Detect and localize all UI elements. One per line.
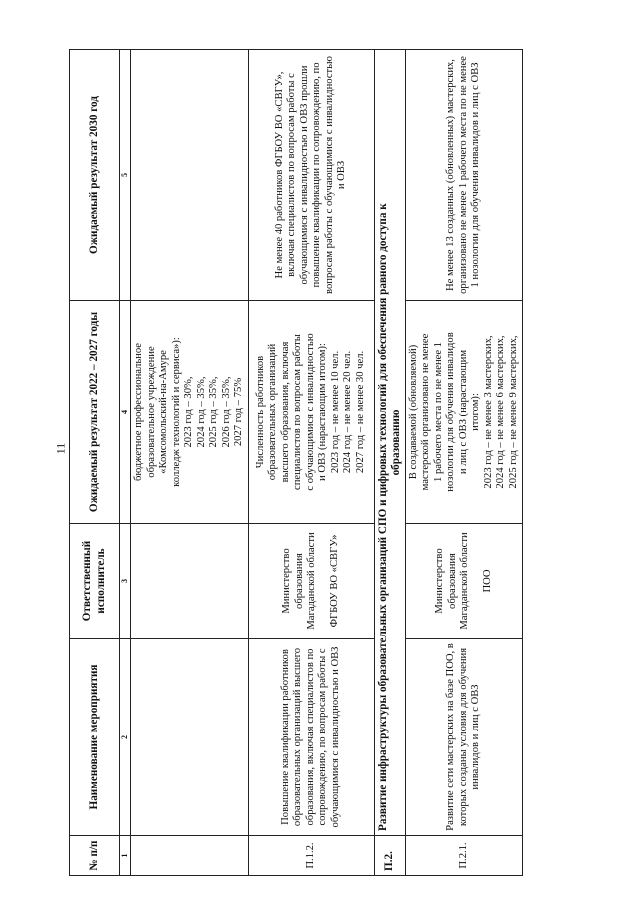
cell-result-2022-2027 [405,301,523,524]
cell-result-2022-2027 [131,301,249,524]
header-executor: Ответственный исполнитель [70,524,120,639]
header-name: Наименование мероприятия [70,639,120,836]
table-row [131,50,249,876]
cell-executor [248,524,374,639]
cell-executor [131,524,249,639]
result-line: 2025 год – 35%, [208,376,219,448]
cell-name: Развитие сети мастерских на базе ПОО, в которых созданы условия для обучения инвалидов и лиц с ОВЗ [405,639,523,836]
result-line: 2026 год – 35%, [220,376,232,448]
cell-result-2022-2027 [248,301,374,524]
cell-name: Повышение квалификации работников образовательных организаций высшего образования, включая специалистов по сопровождению, по вопросам работы с обучающимися с инвалидностью и ОВЗ [248,639,374,836]
result-line: специалистов по вопросам работы [292,334,304,490]
result-line: бюджетное профессиональное [133,343,144,481]
executor-ministry: Министерство образования Магаданской области [434,532,471,630]
section-title-line: Развитие инфраструктуры образовательных организаций СПО и цифровых технологий для обеспечения равного доступа к [376,203,389,831]
column-number-row [120,50,131,876]
result-line: 2023 год – не менее 3 мастерских, [482,335,494,489]
cell-number [131,836,249,876]
result-line: с обучающимися с инвалидностью [304,333,316,491]
cell-number: П.2.1. [405,836,523,876]
column-number: 2 [120,639,131,836]
header-row [70,50,120,876]
header-result-2022-2027: Ожидаемый результат 2022 – 2027 годы [70,301,120,524]
executor-poo: ПОО [481,569,493,593]
result-line: 2025 год – не менее 9 мастерских, [507,335,519,489]
result-line: 2027 год – не менее 30 чел. [354,350,366,474]
measures-table [69,49,523,876]
result-line: Численность работников [254,355,266,469]
result-line: «Комсомольский-на-Амуре [158,350,169,474]
rotated-table-container [69,50,519,876]
result-line: В создаваемой (обновляемой) [407,344,419,480]
result-line: и лиц с ОВЗ (нарастающим [457,349,469,475]
cell-name [131,639,249,836]
result-line: 2024 год – 35%, [195,376,207,448]
result-line: 1 рабочего места по не менее 1 [432,342,444,482]
cell-number: П.1.2. [248,836,374,876]
section-number: П.2. [374,836,405,876]
result-line: мастерской организовано не менее [420,333,432,491]
result-line: итогом): [470,393,482,431]
header-number: № п/п [70,836,120,876]
result-line: 2023 год – 30%, [183,376,194,448]
result-line: 2024 год – не менее 6 мастерских, [495,335,507,489]
result-line: 2027 год – 75% [233,377,244,447]
result-line: 2023 год – не менее 10 чел. [329,350,341,474]
result-line: колледж технологий и сервиса»): [170,337,182,487]
cell-result-2030 [131,50,249,301]
executor-ministry: Министерство образования Магаданской области [281,532,317,630]
table-row [405,50,523,876]
column-number: 5 [120,50,131,301]
page-number: 11 [53,442,68,455]
section-title [374,50,405,836]
result-line: и ОВЗ (нарастающим итогом): [317,343,329,481]
cell-result-2030: Не менее 13 созданных (обновленных) мастерских, организовано не менее 1 рабочего места по не менее 1 нозологии для обучения инвалидов и лиц с ОВЗ [405,50,523,301]
column-number: 4 [120,301,131,524]
executor-university: ФГБОУ ВО «СВГУ» [328,534,340,628]
result-line: образовательных организаций [267,343,279,481]
table-row [248,50,374,876]
header-result-2030: Ожидаемый результат 2030 год [70,50,120,301]
result-line: нозологии для обучения инвалидов [445,332,457,492]
result-line: высшего образования, включая [279,341,291,483]
column-number: 3 [120,524,131,639]
section-row [374,50,405,876]
result-line: 2024 год – не менее 20 чел. [342,350,354,474]
cell-result-2030: Не менее 40 работников ФГБОУ ВО «СВГУ», включая специалистов по вопросам работы с обучающимися с инвалидностью и ОВЗ прошли повышение квалификации по сопровождению, по вопросам работы с обучающимися с инвалидностью и ОВЗ [248,50,374,301]
cell-executor [405,524,523,639]
section-title-line: образованию [389,409,402,476]
result-line: образовательное учреждение [145,346,157,478]
column-number: 1 [120,836,131,876]
